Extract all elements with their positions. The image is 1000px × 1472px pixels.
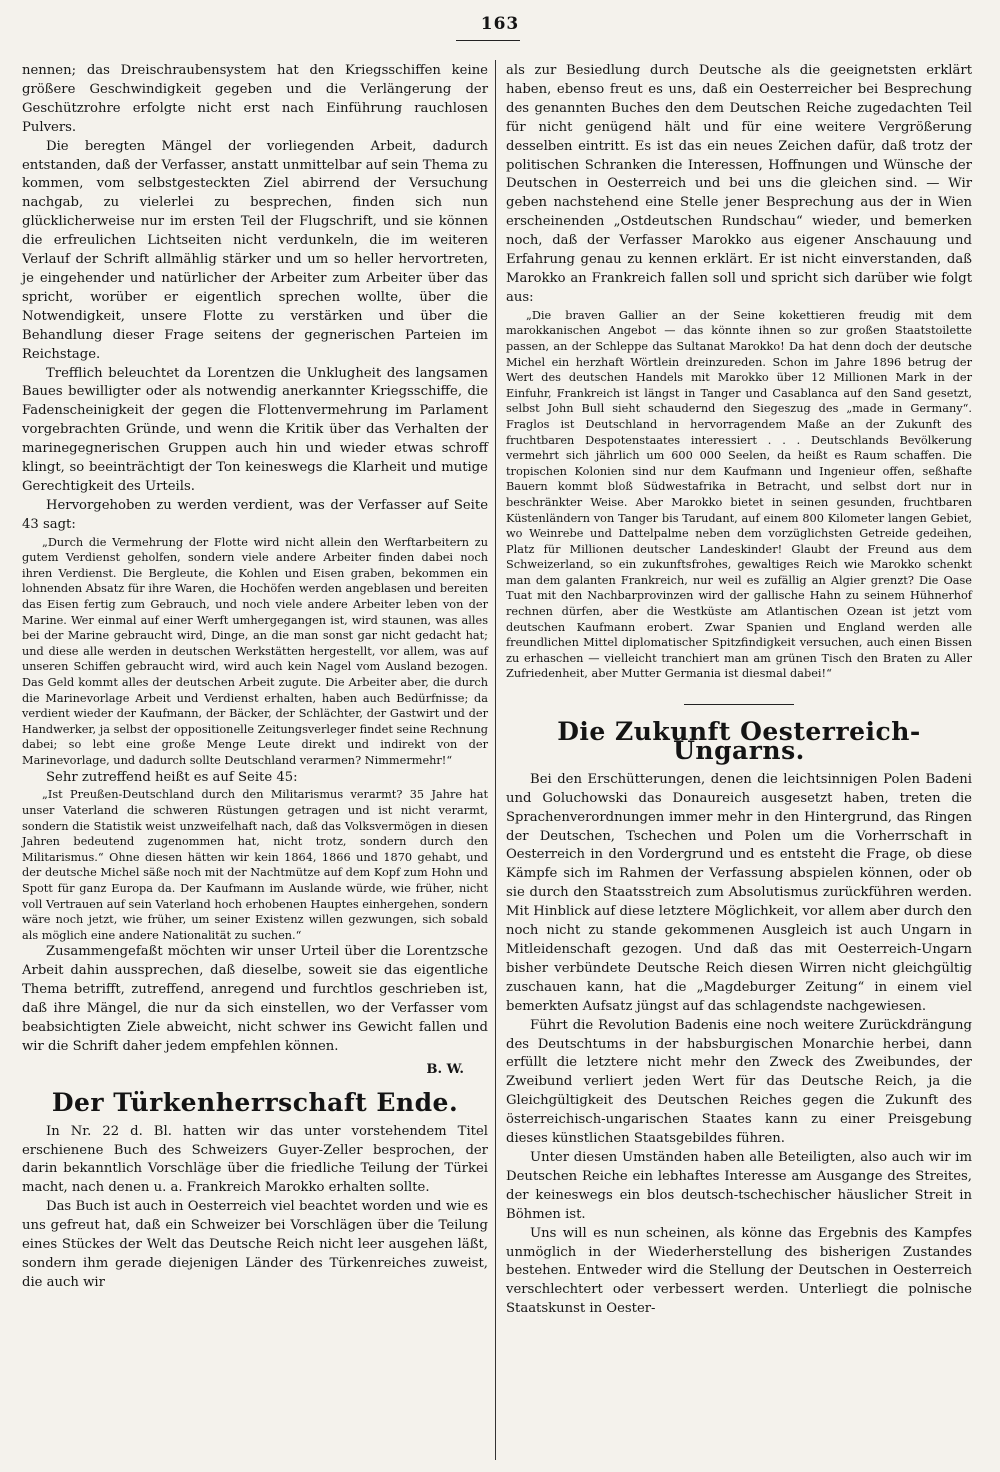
left-paragraph-6: Zusammengefaßt möchten wir unser Urteil über die Lorentzsche Arbeit dahin aussprechen, daß dieselbe, soweit sie das eigentliche Thema betrifft, zutreffend, anregend und furchtlos geschrieben ist, daß ihre Mängel, die nur da sich einstellen, wo der Verfasser vom beabsichtigten Ziele abweicht, nicht schwer ins Gewicht fallen und wir die Schrift daher jedem empfehlen können. <box>22 944 488 1054</box>
left-paragraph-4: Hervorgehoben zu werden verdient, was der Verfasser auf Seite 43 sagt: <box>22 497 488 532</box>
right-paragraph-1: als zur Besiedlung durch Deutsche als die geeignetsten erklärt haben, ebenso freut es uns, daß ein Oesterreicher bei Besprechung des genannten Buches den dem Deutschen Reiche zugedachten Teil für nicht genügend hält und für eine weitere Vergrößerung desselben eintritt. Es ist das ein neues Zeichen dafür, daß trotz der politischen Schranken die Interessen, Hoffnungen und Wünsche der Deutschen in Oesterreich und bei uns die gleichen sind. — Wir geben nachstehend eine Stelle jener Besprechung aus der in Wien erscheinenden „Ostdeutschen Rundschau“ wieder, und bemerken noch, daß der Verfasser Marokko aus eigener Anschauung und Erfahrung genau zu kennen erklärt. Er ist nicht einverstanden, daß Marokko an Frankreich fallen soll und spricht sich darüber wie folgt aus: <box>506 63 972 305</box>
left-paragraph-8: Das Buch ist auch in Oesterreich viel beachtet worden und wie es uns gefreut hat, daß ein Schweizer bei Vorschlägen über die Teilung eines Stückes der Welt das Deutsche Reich nicht leer ausgehen läßt, sondern ihm gerade diejenigen Länder des Türkenreiches zuweist, die auch wir <box>22 1199 488 1290</box>
page-number-rule <box>456 40 520 41</box>
article-heading-tuerkenherrschaft: Der Türkenherrschaft Ende. <box>51 1087 459 1117</box>
signature: B. W. <box>426 1061 464 1077</box>
left-quote-1-text: „Durch die Vermehrung der Flotte wird nicht allein den Werftarbeitern zu gutem Verdienst geholfen, sondern viele andere Arbeiter finden dabei noch ihren Verdienst. Die Bergleute, die Kohlen und Eisen graben, bekommen ein lohnenden Absatz für ihre Waren, die Hochöfen werden angeblasen und bereiten das Eisen fertig zum Gebrauch, und noch viele andere Arbeiter leben von der Marine. Wer einmal auf einer Werft umhergegangen ist, wird staunen, was alles bei der Marine gebraucht wird, Dinge, an die man sonst gar nicht gedacht hat; und diese alle werden in deutschen Werkstätten hergestellt, vor allem, was auf unseren Schiffen gebraucht wird, wird auch kein Nagel vom Ausland bezogen. Das Geld kommt alles der deutschen Arbeit zugute. Die Arbeiter aber, die durch die Marinevorlage Arbeit und Verdienst erhalten, haben auch Bedürfnisse; da verdient wieder der Kaufmann, der Bäcker, der Schlächter, der Gastwirt und der Handwerker, ja selbst der oppositionelle Zeitungsverleger findet seine Rechnung dabei; so lebt eine große Menge Leute direkt und indirekt von der Marinevorlage, und dadurch sollte Deutschland verarmen? Nimmermehr!“ <box>22 535 488 767</box>
left-quote-2-text: „Ist Preußen-Deutschland durch den Militarismus verarmt? 35 Jahre hat unser Vaterland die schweren Rüstungen getragen und ist nicht verarmt, sondern die Statistik weist unzweifelhaft nach, daß das Volksvermögen in diesen Jahren bedeutend zugenommen hat, nicht trotz, sondern durch den Militarismus.“ Ohne diesen hätten wir kein 1864, 1866 und 1870 gehabt, und der deutsche Michel säße noch mit der Nachtmütze auf dem Kopf zum Hohn und Spott für ganz Europa da. Der Kaufmann im Auslande würde, wie früher, nicht voll Vertrauen auf sein Vaterland hoch erhobenen Hauptes einhergehen, sondern wäre noch jetzt, wie früher, um seiner Existenz willen gezwungen, sich sobald als möglich eine andere Nationalität zu suchen.“ <box>22 788 489 942</box>
left-paragraph-7: In Nr. 22 d. Bl. hatten wir das unter vorstehendem Titel erschienene Buch des Schweizers Guyer-Zeller besprochen, der darin bekanntlich Vorschläge über die friedliche Teilung der Türkei macht, nach denen u. a. Frankreich Marokko erhalten sollte. <box>22 1123 488 1196</box>
right-quote-1 <box>506 308 972 682</box>
left-column <box>22 62 488 1293</box>
left-paragraph-1: nennen; das Dreischraubensystem hat den Kriegsschiffen keine größere Geschwindigkeit gegeben und die Verlängerung der Geschützrohre erfolgte nicht erst nach Einführung rauchlosen Pulvers. <box>22 63 488 135</box>
section-rule <box>684 704 794 705</box>
column-divider <box>495 60 496 1460</box>
left-quote-2 <box>22 787 488 943</box>
left-paragraph-2: Die beregten Mängel der vorliegenden Arbeit, dadurch entstanden, daß der Verfasser, anstatt unmittelbar auf sein Thema zu kommen, vom selbstgesteckten Ziel abirrend der Versuchung nachgab, zu vielerlei zu besprechen, finden sich nun glücklicherweise nur im ersten Teil der Flugschrift, und sie können die erfreulichen Lichtseiten nicht verdunkeln, die im weiteren Verlauf der Schrift allmählig stärker und um so heller hervortreten, je eingehender und natürlicher der Arbeiter zum Arbeiter über das spricht, worüber er eigentlich sprechen wollte, über die Notwendigkeit, unsere Flotte zu verstärken und über die Behandlung dieser Frage seitens der gegnerischen Parteien im Reichstage. <box>22 138 488 362</box>
right-paragraph-2: Bei den Erschütterungen, denen die leichtsinnigen Polen Badeni und Goluchowski das Donaureich ausgesetzt haben, treten die Sprachenverordnungen immer mehr in den Hintergrund, das Ringen der Deutschen, Tschechen und Polen um die Vorherrschaft in Oesterreich in den Vordergrund und es entsteht die Frage, ob diese Kämpfe sich im Rahmen der Verfassung abspielen können, oder ob sie durch den Staatsstreich zum Absolutismus zurückführen werden. Mit Hinblick auf diese letztere Möglichkeit, vor allem aber durch den noch nicht zu stande gekommenen Ausgleich ist auch Ungarn in Mitleidenschaft gezogen. Und daß das mit Oesterreich-Ungarn bisher verbündete Deutsche Reich diesen Wirren nicht gleichgültig zuschauen kann, hat die „Magdeburger Zeitung“ in einem viel bemerkten Aufsatz jüngst auf das schlagendste nachgewiesen. <box>506 771 972 1014</box>
right-paragraph-4: Unter diesen Umständen haben alle Beteiligten, also auch wir im Deutschen Reiche ein lebhaftes Interesse am Ausgange des Streites, der keineswegs ein blos deutsch-tschechischer häuslicher Streit in Böhmen ist. <box>506 1149 972 1222</box>
left-paragraph-3: Trefflich beleuchtet da Lorentzen die Unklugheit des langsamen Baues bewilligter oder als notwendig anerkannter Kriegsschiffe, die Fadenscheinigkeit der gegen die Flottenvermehrung im Parlament vorgebrachten Gründe, und wenn die Kritik über das Verhalten der marinegegnerischen Gruppen auch hin und wieder etwas schroff klingt, so beeinträchtigt der Ton keineswegs die Klarheit und mutige Gerechtigkeit des Urteils. <box>22 365 488 494</box>
right-paragraph-5: Uns will es nun scheinen, als könne das Ergebnis des Kampfes unmöglich in der Wiederherstellung des bisherigen Zustandes bestehen. Entweder wird die Stellung der Deutschen in Oesterreich verschlechtert oder verbessert werden. Unterliegt die polnische Staatskunst in Oester- <box>506 1225 972 1317</box>
left-paragraph-5: Sehr zutreffend heißt es auf Seite 45: <box>46 769 298 785</box>
page-number: 163 <box>480 14 520 34</box>
left-quote-1 <box>22 535 488 769</box>
right-quote-1-text: „Die braven Gallier an der Seine kokettieren freudig mit dem marokkanischen Angebot — das könnte ihnen so zur großen Staatstoilette passen, an der Schleppe das Sultanat Marokko! Da hat denn doch der deutsche Michel ein herzhaft Wörtlein dreinzureden. Schon im Jahre 1896 betrug der Wert des deutschen Handels mit Marokko über 12 Millionen Mark in der Einfuhr, Frankreich ist längst in Tanger und Casablanca auf den Sand gesetzt, selbst John Bull sieht schaudernd den Siegeszug des „made in Germany“. Fraglos ist Deutschland in hervorragendem Maße an der Zukunft des fruchtbaren Despotenstaates interessiert . . . Deutschlands Bevölkerung vermehrt sich jährlich um 600 000 Seelen, da heißt es Raum schaffen. Die tropischen Kolonien sind nur dem Kaufmann und Ingenieur offen, seßhafte Bauern kommt bloß Südwestafrika in Betracht, und selbst dort nur in beschränkter Weise. Aber Marokko bietet in seinen gesunden, fruchtbaren Küstenländern von Tanger bis Tarudant, auf einem 800 Kilometer langen Gebiet, wo Weinrebe und Dattelpalme neben dem vorzüglichsten Getreide gedeihen, Platz für Millionen deutscher Landeskinder! Glaubt der Freund aus dem Schweizerland, so ein zukunftsfrohes, gewaltiges Reich wie Marokko schenkt man dem galanten Frankreich, nur weil es zufällig an Algier grenzt? Die Oase Tuat mit den Nachbarprovinzen wird der gallische Hahn zu seinem Hühnerhof rechnen dürfen, aber die Westküste am Atlantischen Ozean ist jetzt vom deutschen Kaufmann erobert. Zwar Spanien und England werden alle freundlichen Mittel diplomatischer Spitzfindigkeit versuchen, auch einen Bissen zu erhaschen — vielleicht tranchiert man am grünen Tisch den Braten zu Aller Zufriedenheit, aber Mutter Germania ist diesmal dabei!“ <box>506 308 972 681</box>
right-column <box>506 62 972 1319</box>
right-paragraph-3: Führt die Revolution Badenis eine noch weitere Zurückdrängung des Deutschtums in der habsburgischen Monarchie herbei, dann erfüllt die letztere nicht mehr den Zweck des Zweibundes, der Zweibund verliert jeden Wert für das Deutsche Reich, ja die Gleichgültigkeit des Deutschen Reiches gegen die Zukunft des österreichisch-ungarischen Staates kann zu einer Preisgebung dieses künstlichen Staatsgebildes führen. <box>506 1017 972 1147</box>
article-heading-oesterreich: Die Zukunft Oesterreich-Ungarns. <box>557 717 921 765</box>
